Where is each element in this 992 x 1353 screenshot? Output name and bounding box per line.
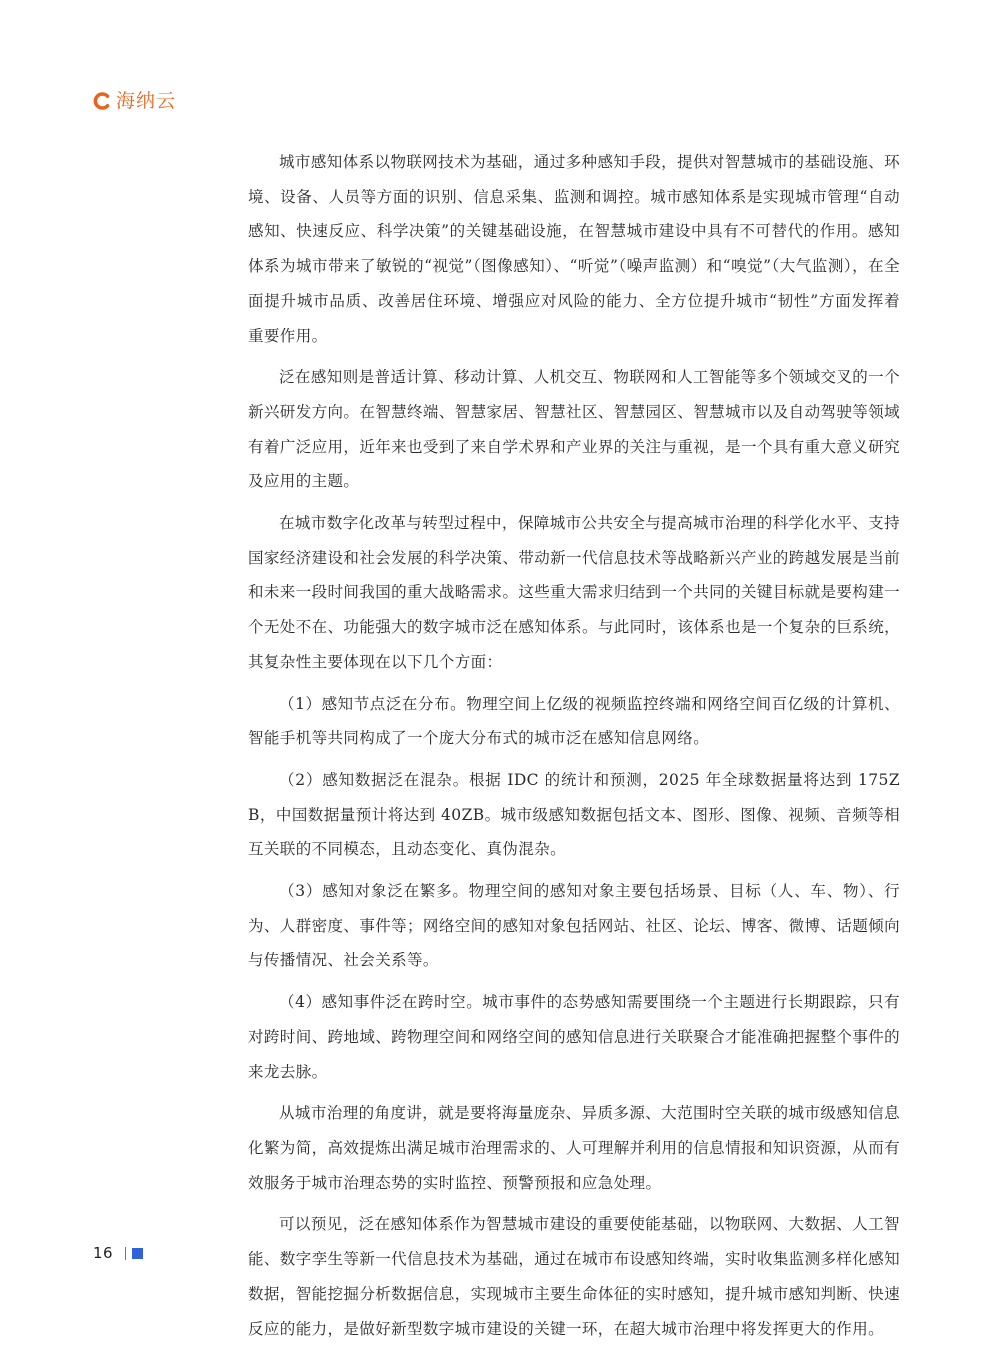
paragraph-ubiquitous-sensing: 泛在感知则是普适计算、移动计算、人机交互、物联网和人工智能等多个领域交叉的一个新兴研发方向。在智慧终端、智慧家居、智慧社区、智慧园区、智慧城市以及自动驾驶等领域有着广泛应用，近年来也受到了来自学术界和产业界的关注与重视，是一个具有重大意义研究及应用的主题。 (248, 368, 900, 491)
paragraph-point-3: （3）感知对象泛在繁多。物理空间的感知对象主要包括场景、目标（人、车、物）、行为、人群密度、事件等；网络空间的感知对象包括网站、社区、论坛、博客、微博、话题倾向与传播情况、社会关系等。 (248, 882, 900, 970)
paragraph-governance: 从城市治理的角度讲，就是要将海量庞杂、异质多源、大范围时空关联的城市级感知信息化繁为简，高效提炼出满足城市治理需求的、人可理解并利用的信息情报和知识资源，从而有效服务于城市治理态势的实时监控、预警预报和应急处理。 (248, 1104, 900, 1192)
footer-divider (125, 1247, 126, 1260)
logo-text: 海纳云 (116, 90, 177, 112)
footer-accent-square-icon (132, 1248, 143, 1259)
page-number: 16 (93, 1244, 114, 1262)
logo (93, 90, 176, 112)
paragraph-strategic-needs: 在城市数字化改革与转型过程中，保障城市公共安全与提高城市治理的科学化水平、支持国家经济建设和社会发展的科学决策、带动新一代信息技术等战略新兴产业的跨越发展是当前和未来一段时间我国的重大战略需求。这些重大需求归结到一个共同的关键目标就是要构建一个无处不在、功能强大的数字城市泛在感知体系。与此同时，该体系也是一个复杂的巨系统，其复杂性主要体现在以下几个方面： (248, 514, 900, 671)
paragraph-point-1: （1）感知节点泛在分布。物理空间上亿级的视频监控终端和网络空间百亿级的计算机、智能手机等共同构成了一个庞大分布式的城市泛在感知信息网络。 (248, 694, 900, 748)
logo-mark-icon (93, 91, 111, 111)
article-body (248, 145, 900, 1353)
page-footer (93, 1244, 143, 1262)
paragraph-urban-sensing-system: 城市感知体系以物联网技术为基础，通过多种感知手段，提供对智慧城市的基础设施、环境、设备、人员等方面的识别、信息采集、监测和调控。城市感知体系是实现城市管理“自动感知、快速反应、科学决策”的关键基础设施，在智慧城市建设中具有不可替代的作用。感知体系为城市带来了敏锐的“视觉”（图像感知）、“听觉”（噪声监测）和“嗅觉”（大气监测），在全面提升城市品质、改善居住环境、增强应对风险的能力、全方位提升城市“韧性”方面发挥着重要作用。 (248, 153, 900, 345)
paragraph-point-4: （4）感知事件泛在跨时空。城市事件的态势感知需要围绕一个主题进行长期跟踪，只有对跨时间、跨地域、跨物理空间和网络空间的感知信息进行关联聚合才能准确把握整个事件的来龙去脉。 (248, 993, 900, 1081)
paragraph-outlook: 可以预见，泛在感知体系作为智慧城市建设的重要使能基础，以物联网、大数据、人工智能、数字孪生等新一代信息技术为基础，通过在城市布设感知终端，实时收集监测多样化感知数据，智能挖掘分析数据信息，实现城市主要生命体征的实时感知，提升城市感知判断、快速反应的能力，是做好新型数字城市建设的关键一环，在超大城市治理中将发挥更大的作用。 (248, 1215, 900, 1338)
paragraph-point-2: （2）感知数据泛在混杂。根据 IDC 的统计和预测，2025 年全球数据量将达到 175ZB，中国数据量预计将达到 40ZB。城市级感知数据包括文本、图形、图像、视频、音频等相互关联的不同模态，且动态变化、真伪混杂。 (248, 770, 900, 859)
